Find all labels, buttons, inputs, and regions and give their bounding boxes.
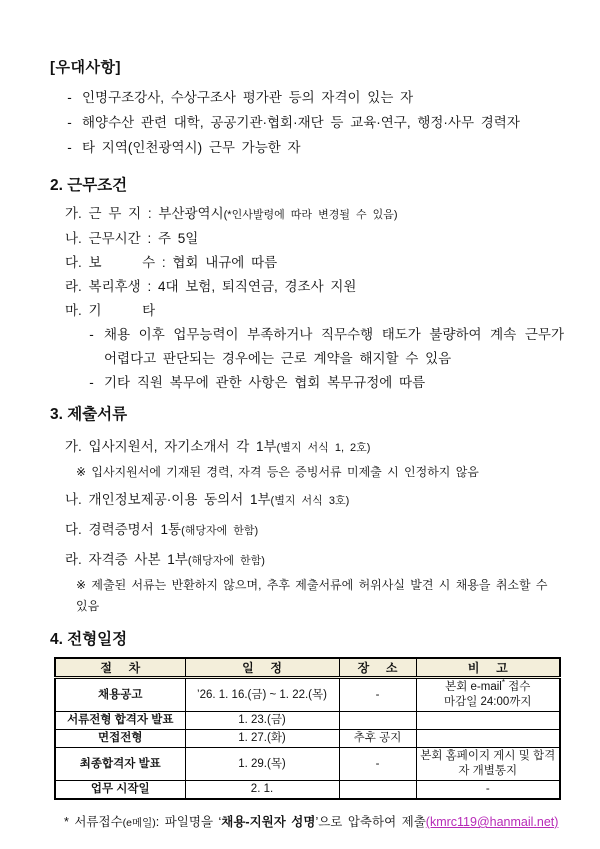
schedule-section (50, 630, 564, 833)
preferred-item-text: 해양수산 관련 대학, 공공기관·협회·재단 등 교육·연구, 행정·사무 경력자 (82, 115, 520, 130)
cell-date: 1. 29.(목) (185, 748, 339, 781)
dash-bullet: - (89, 327, 94, 342)
cell-place (339, 781, 416, 800)
document-item-paren: (별지 서식 3호) (270, 495, 350, 507)
work-item-text: 라. 복리후생 : 4대 보험, 퇴직연금, 경조사 지원 (65, 279, 357, 294)
documents-section (50, 405, 564, 617)
col-header-procedure: 절 차 (55, 658, 185, 678)
email-link[interactable]: (kmrc119@hanmail.net) (425, 815, 559, 829)
document-item-text: 라. 자격증 사본 1부 (65, 552, 188, 567)
cell-procedure: 최종합격자 발표 (55, 748, 185, 781)
schedule-footnote (64, 813, 564, 833)
document-item-career (65, 518, 564, 543)
document-item-privacy (65, 488, 564, 513)
work-etc-text: 채용 이후 업무능력이 부족하거나 직무수행 태도가 불량하여 계속 근무가 어렵다고 판단되는 경우에는 근로 계약을 해지할 수 있음 (104, 327, 571, 366)
preferred-item (65, 85, 564, 110)
preferred-section (50, 58, 564, 160)
cell-place: - (339, 748, 416, 781)
footnote-mid: : 파일명을 ‘ (155, 815, 222, 829)
work-item-paren: (*인사발령에 따라 변경될 수 있음) (223, 209, 398, 221)
footnote-tail: ’으로 압축하여 제출 (315, 815, 426, 829)
work-etc-list (87, 323, 571, 395)
work-item-text: 가. 근 무 지 : 부산광역시 (65, 206, 224, 221)
work-etc-item (87, 371, 564, 395)
work-item-text: 나. 근무시간 : 주 5일 (65, 231, 199, 246)
work-item-etc (65, 299, 564, 323)
document-item-license (65, 548, 564, 573)
table-row-interview (55, 730, 560, 748)
table-row-final-result (55, 748, 560, 781)
schedule-header-row (55, 658, 560, 678)
preferred-item (65, 110, 564, 135)
table-row-announcement (55, 678, 560, 712)
cell-remark: - (416, 781, 560, 800)
remark-text: 접수 (504, 681, 531, 693)
work-item-text: 마. 기 타 (65, 303, 156, 318)
table-row-document-result (55, 712, 560, 730)
work-conditions-list (65, 202, 571, 395)
documents-note-1: ※ 입사지원서에 기재된 경력, 자격 등은 증빙서류 미제출 시 인정하지 않음 (76, 465, 479, 479)
work-etc-item (87, 323, 571, 371)
dash-bullet: - (67, 140, 72, 155)
table-row-work-start (55, 781, 560, 800)
footnote-asterisk: * (501, 678, 505, 688)
work-item-place (65, 202, 564, 227)
col-header-date: 일 정 (185, 658, 339, 678)
preferred-item-text: 인명구조강사, 수상구조사 평가관 등의 자격이 있는 자 (82, 90, 414, 105)
dash-bullet: - (89, 375, 94, 390)
cell-place: 추후 공지 (339, 730, 416, 748)
cell-remark: 본회 홈페이지 게시 및 합격자 개별통지 (416, 748, 560, 781)
cell-date: 2. 1. (185, 781, 339, 800)
cell-procedure: 서류전형 합격자 발표 (55, 712, 185, 730)
cell-place (339, 712, 416, 730)
document-item-text: 나. 개인정보제공·이용 동의서 1부 (65, 492, 271, 507)
document-item-paren: (해당자에 한함) (181, 525, 259, 537)
dash-bullet: - (67, 90, 72, 105)
document-item-application (65, 435, 564, 460)
footnote-lead-small: (e메일) (122, 817, 156, 829)
schedule-heading: 4. 전형일정 (50, 631, 128, 648)
work-item-welfare (65, 275, 564, 299)
preferred-item-text: 타 지역(인천광역시) 근무 가능한 자 (82, 140, 301, 155)
cell-date: 1. 27.(화) (185, 730, 339, 748)
cell-remark (416, 712, 560, 730)
dash-bullet: - (67, 115, 72, 130)
cell-procedure: 업무 시작일 (55, 781, 185, 800)
footnote-filename: 채용-지원자 성명 (221, 815, 316, 829)
cell-place: - (339, 678, 416, 712)
preferred-title: [우대사항] (50, 59, 121, 76)
work-item-hours (65, 227, 564, 251)
col-header-remark: 비 고 (416, 658, 560, 678)
documents-heading: 3. 제출서류 (50, 406, 128, 423)
cell-date: ’26. 1. 16.(금) ~ 1. 22.(목) (185, 678, 339, 712)
cell-remark (416, 678, 560, 712)
work-item-text: 다. 보 수 : 협회 내규에 따름 (65, 255, 278, 270)
work-conditions-section (50, 176, 571, 395)
document-item-paren: (별지 서식 1, 2호) (276, 442, 371, 454)
work-etc-text: 기타 직원 복무에 관한 사항은 협회 복무규정에 따름 (104, 375, 426, 390)
preferred-item (65, 135, 564, 160)
cell-procedure: 면접전형 (55, 730, 185, 748)
col-header-place: 장 소 (339, 658, 416, 678)
cell-date: 1. 23.(금) (185, 712, 339, 730)
document-item-text: 가. 입사지원서, 자기소개서 각 1부 (65, 439, 277, 454)
footnote-star: * (64, 815, 69, 829)
cell-remark (416, 730, 560, 748)
documents-note-2: ※ 제출된 서류는 반환하지 않으며, 추후 제출서류에 허위사실 발견 시 채용을 취소할 수 있음 (76, 578, 553, 613)
document-item-paren: (해당자에 한함) (187, 555, 265, 567)
preferred-list (65, 85, 564, 160)
document-item-text: 다. 경력증명서 1통 (65, 522, 182, 537)
schedule-table (54, 657, 561, 800)
remark-text: 본회 e-mail (445, 681, 502, 693)
cell-procedure: 채용공고 (55, 678, 185, 712)
work-conditions-heading: 2. 근무조건 (50, 177, 128, 194)
footnote-lead: 서류접수 (68, 815, 123, 829)
work-item-pay (65, 251, 564, 275)
remark-text: 마감일 24:00까지 (443, 696, 532, 708)
